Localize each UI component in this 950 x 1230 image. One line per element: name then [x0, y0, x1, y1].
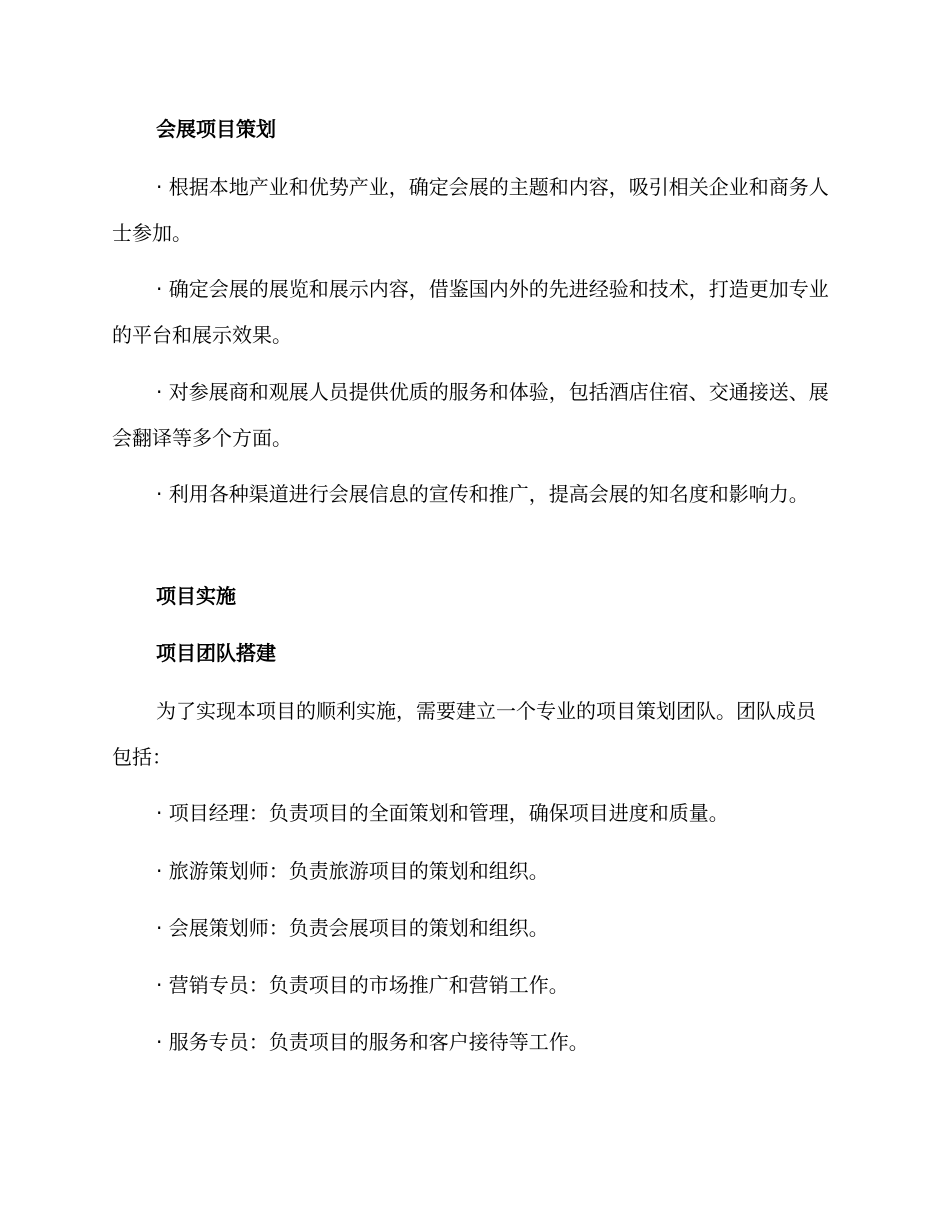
team-member-item: · 营销专员：负责项目的市场推广和营销工作。 — [156, 973, 569, 997]
bullet-item: · 对参展商和观展人员提供优质的服务和体验，包括酒店住宿、交通接送、展会翻译等多个方面。 — [112, 380, 829, 450]
team-member-item: · 服务专员：负责项目的服务和客户接待等工作。 — [156, 1030, 589, 1054]
section-heading-exhibition-planning: 会展项目策划 — [156, 117, 276, 141]
team-member-item: · 项目经理：负责项目的全面策划和管理，确保项目进度和质量。 — [156, 801, 729, 825]
bullet-item: · 根据本地产业和优势产业，确定会展的主题和内容，吸引相关企业和商务人士参加。 — [112, 175, 829, 245]
team-member-item: · 旅游策划师：负责旅游项目的策划和组织。 — [156, 859, 549, 883]
team-member-item: · 会展策划师：负责会展项目的策划和组织。 — [156, 916, 549, 940]
bullet-item: · 利用各种渠道进行会展信息的宣传和推广，提高会展的知名度和影响力。 — [156, 482, 809, 506]
section-heading-team-building: 项目团队搭建 — [156, 641, 276, 665]
section-heading-project-implementation: 项目实施 — [156, 584, 236, 608]
bullet-item: · 确定会展的展览和展示内容，借鉴国内外的先进经验和技术，打造更加专业的平台和展示效果。 — [112, 277, 829, 347]
intro-paragraph: 为了实现本项目的顺利实施，需要建立一个专业的项目策划团队。团队成员包括： — [112, 699, 816, 769]
